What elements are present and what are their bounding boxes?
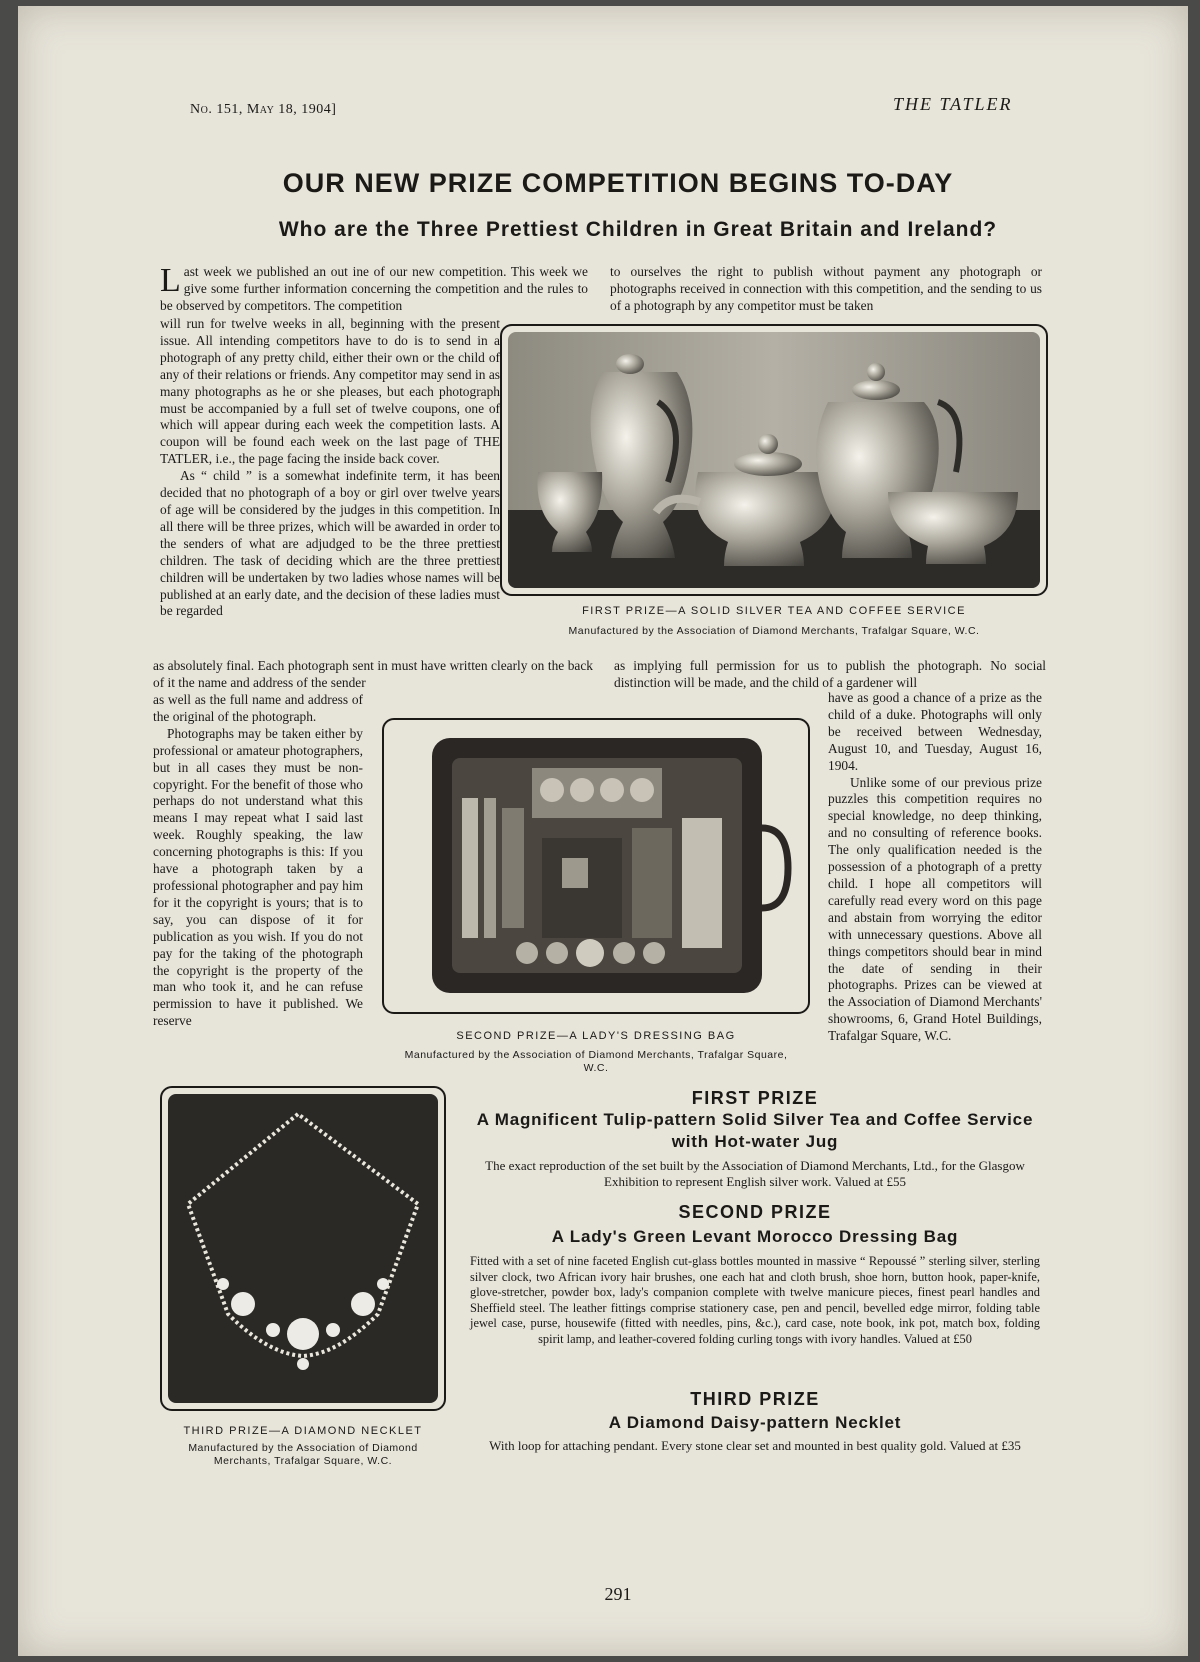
article-text: have as good a chance of a prize as the child of a duke. Photographs will only be received between Wednesday, August 10, and Tuesday, August 16, 1904. bbox=[828, 690, 1042, 773]
drop-cap: L bbox=[160, 262, 181, 299]
second-prize-heading: SECOND PRIZE bbox=[678, 1202, 832, 1222]
article-col2-intro: to ourselves the right to publish without payment any photograph or photographs received in connection with this competition, and the sending to us of a photograph by any competitor must be taken bbox=[610, 264, 1042, 313]
article-text: ast week we published an out ine of our new competition. This week we give some further information concerning the competition and the rules to be observed by competitors. The competition bbox=[160, 264, 588, 313]
article-text: Unlike some of our previous prize puzzles this competition requires no special knowledge, no deep thinking, and no consulting of reference books. The only qualification needed is the possession of a photograph of a pretty child. I hope all competitors will carefully read every word on this page and abstain from worrying the editor with unnecessary questions. Above all things competitors should bear in mind the date of sending in their photographs. Prizes can be viewed at the Association of Diamond Merchants' showrooms, 6, Grand Hotel Buildings, Trafalgar Square, W.C. bbox=[828, 774, 1042, 1044]
article-col1-intro bbox=[160, 264, 588, 315]
article-col1-wide: as absolutely final. Each photograph sent in must have written clearly on the back of it the name and address of the sender bbox=[153, 658, 593, 690]
first-prize-credit: Manufactured by the Association of Diamond Merchants, Trafalgar Square, W.C. bbox=[568, 625, 980, 637]
second-prize-caption: SECOND PRIZE—A LADY'S DRESSING BAG bbox=[456, 1030, 736, 1042]
necklet-illustration bbox=[168, 1094, 438, 1403]
first-prize-description: The exact reproduction of the set built by the Association of Diamond Merchants, Ltd., for the Glasgow Exhibition to represent English silver work. Valued at £55 bbox=[485, 1158, 1025, 1189]
dressing-bag-image bbox=[392, 728, 802, 1006]
third-prize-heading: THIRD PRIZE bbox=[690, 1389, 820, 1409]
page-subtitle: Who are the Three Prettiest Children in Great Britain and Ireland? bbox=[278, 218, 998, 241]
article-text: As “ child ” is a somewhat indefinite term, it has been decided that no photograph of a boy or girl over twelve years of age will be considered by the judges in this competition. In all there will be three prizes, which will be awarded in order to the senders of what are adjudged to be the three prettiest children. The task of deciding which are the three prettiest children will be undertaken by two ladies whose names will be published at an early date, and the decision of these ladies must be regarded bbox=[160, 468, 500, 619]
article-col2-wide: as implying full permission for us to publish the photograph. No social distinction will be made, and the child of a gardener will bbox=[614, 658, 1046, 690]
article-text: as well as the full name and address of the original of the photograph. bbox=[153, 692, 363, 724]
page-number: 291 bbox=[604, 1584, 632, 1604]
page-title: OUR NEW PRIZE COMPETITION BEGINS TO-DAY bbox=[282, 168, 954, 198]
third-prize-photo bbox=[160, 1086, 446, 1411]
first-prize-title: A Magnificent Tulip-pattern Solid Silver Tea and Coffee Service with Hot-water Jug bbox=[476, 1110, 1034, 1151]
tea-service-image bbox=[508, 332, 1040, 588]
first-prize-photo bbox=[500, 324, 1048, 596]
article-col1-mid bbox=[160, 316, 500, 620]
tea-service-illustration bbox=[508, 332, 1040, 588]
first-prize-heading: FIRST PRIZE bbox=[691, 1088, 819, 1108]
article-col1-lower bbox=[153, 692, 363, 1030]
second-prize-description: Fitted with a set of nine faceted English cut-glass bottles mounted in massive “ Repoussé ” sterling silver, sterling silver clock, two African ivory hair brushes, one each hat and cloth brush, shoe horn, button hook, paper-knife, glove-stretcher, powder box, lady's companion complete with twelve manicure pieces, finest pearl handles and Sheffield steel. The leather fittings comprise stationery case, pen and pencil, bevelled edge mirror, folding table jewel case, purse, housewife (fitted with needles, pins, &c.), card case, note book, ink pot, match box, folding spirit lamp, and leather-covered folding curling tongs with ivory handles. Valued at £50 bbox=[470, 1254, 1040, 1346]
first-prize-caption: FIRST PRIZE—A SOLID SILVER TEA AND COFFEE SERVICE bbox=[582, 605, 966, 617]
third-prize-title: A Diamond Daisy-pattern Necklet bbox=[608, 1413, 902, 1432]
necklet-image bbox=[168, 1094, 438, 1403]
article-col2-lower bbox=[828, 690, 1042, 1045]
article-text: will run for twelve weeks in all, beginning with the present issue. All intending competitors have to do is to send in a photograph of any pretty child, either their own or the child of any of their relations or friends. Any competitor may send in as many photographs as he or she pleases, but each photograph must be accompanied by a full set of twelve coupons, one of which will appear during each week the competition lasts. A coupon will be found each week on the last page of THE TATLER, i.e., the page facing the inside back cover. bbox=[160, 316, 500, 467]
second-prize-photo bbox=[382, 718, 810, 1014]
third-prize-description: With loop for attaching pendant. Every stone clear set and mounted in best quality gold. Valued at £35 bbox=[489, 1438, 1021, 1453]
article-text: Photographs may be taken either by professional or amateur photographers, but in all cases they must be non-copyright. For the benefit of those who perhaps do not understand what this means I may repeat what I said last week. Roughly speaking, the law concerning photographs is this: If you have a photograph taken by a professional photographer and pay him for it the copyright is yours; that is to say, you can dispose of it for publication as you wish. If you do not pay for the taking of the photograph the copyright is the property of the man who took it, and he can refuse permission to have it published. We reserve bbox=[153, 725, 363, 1029]
second-prize-title: A Lady's Green Levant Morocco Dressing Bag bbox=[551, 1227, 959, 1246]
dressing-bag-illustration bbox=[392, 728, 802, 1006]
issue-header: No. 151, May 18, 1904] bbox=[190, 102, 337, 117]
third-prize-credit: Manufactured by the Association of Diamond Merchants, Trafalgar Square, W.C. bbox=[188, 1442, 418, 1467]
second-prize-credit: Manufactured by the Association of Diamond Merchants, Trafalgar Square, W.C. bbox=[404, 1049, 788, 1074]
third-prize-caption: THIRD PRIZE—A DIAMOND NECKLET bbox=[183, 1425, 423, 1437]
magazine-name: THE TATLER bbox=[893, 94, 1013, 114]
magazine-page bbox=[18, 6, 1188, 1656]
